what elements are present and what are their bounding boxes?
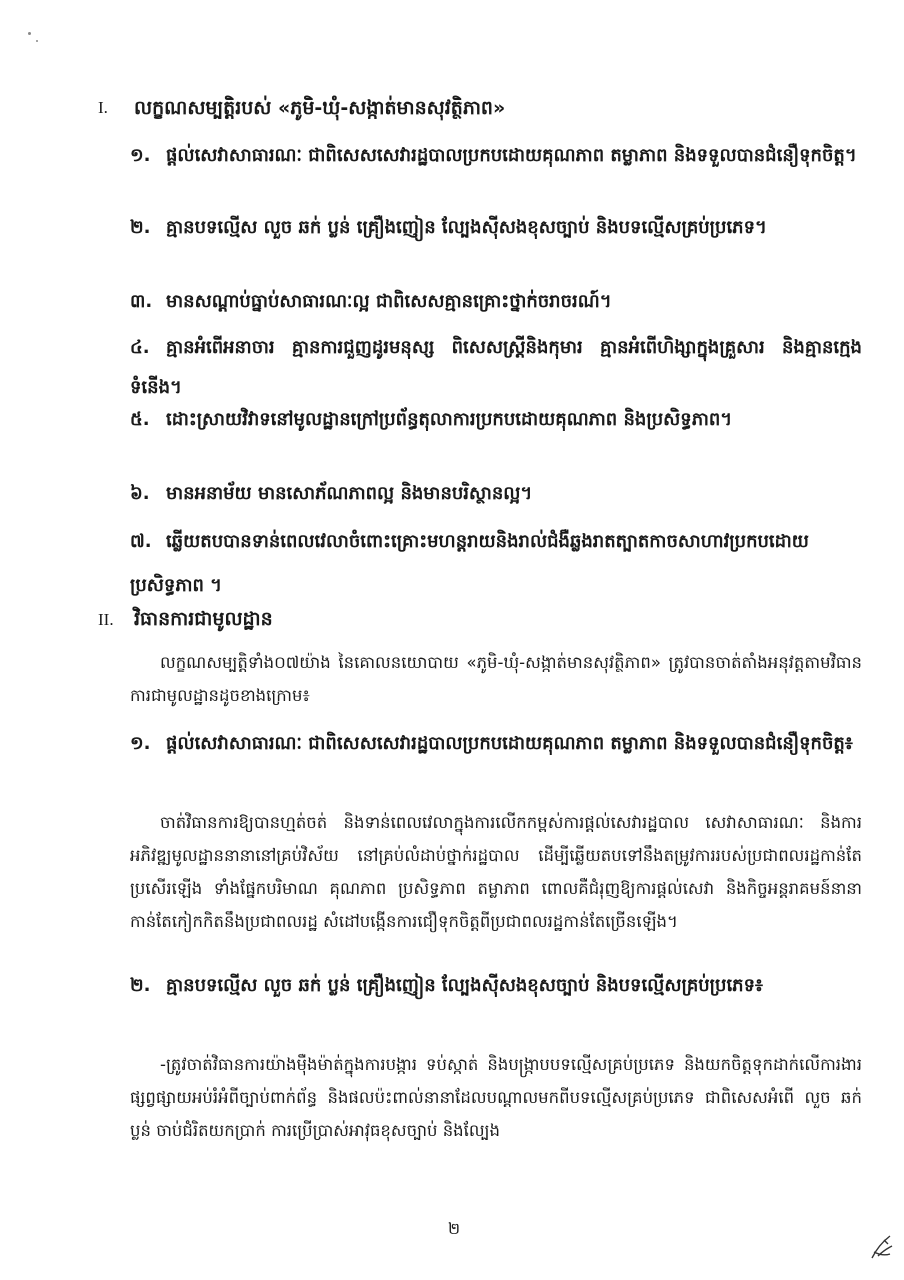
criterion-3 <box>130 282 862 322</box>
scan-speck <box>28 32 31 35</box>
criterion-text: មានសណ្តាប់ធ្នាប់សាធារណៈល្អ ជាពិសេសគ្មានគ្រោះថ្នាក់ចរាចរណ៍។ <box>166 291 612 312</box>
measure-title: ផ្តល់សេវាសាធារណៈ ជាពិសេសសេវារដ្ឋបាលប្រកបដោយគុណភាព តម្លាភាព និងទទួលបានជំនឿទុកចិត្ត៖ <box>166 733 853 754</box>
criterion-text: ដោះស្រាយវិវាទនៅមូលដ្ឋានក្រៅប្រព័ន្ធតុលាការប្រកបដោយគុណភាព និងប្រសិទ្ធភាព។ <box>166 409 733 430</box>
section-1-numeral: I. <box>98 98 108 117</box>
measure-2-heading <box>130 966 862 1006</box>
criterion-text: ផ្តល់សេវាសាធារណៈ ជាពិសេសសេវារដ្ឋបាលប្រកបដោយគុណភាព តម្លាភាព និងទទួលបានជំនឿទុកចិត្ត។ <box>166 145 857 166</box>
measure-2-body: -ត្រូវចាត់វិធានការយ៉ាងម៉ឺងម៉ាត់ក្នុងការបង្ការ ទប់ស្កាត់ និងបង្ក្រាបបទល្មើសគ្រប់ប្រភេទ និងយកចិត្តទុកដាក់លើការងារផ្សព្វផ្សាយអប់រំអំពីច្បាប់ពាក់ព័ន្ធ និងផលប៉ះពាល់នានាដែលបណ្តាលមកពីបទល្មើសគ្រប់ប្រភេទ ជាពិសេសអំពើ លួច ឆក់ ប្លន់ ចាប់ជំរិតយកប្រាក់ ការប្រើប្រាស់អាវុធខុសច្បាប់ និងល្បែង <box>130 1055 862 1140</box>
criterion-text: មានអនាម័យ មានសោភ័ណភាពល្អ និងមានបរិស្ថានល្អ។ <box>166 483 533 504</box>
criterion-number: ១. <box>130 145 151 166</box>
measure-number: ២. <box>130 975 151 996</box>
criterion-7 <box>130 520 862 608</box>
criterion-text: គ្មានអំពើអនាចារ គ្មានការជួញដូរមនុស្ស ពិសេសស្ត្រីនិងកុមារ គ្មានអំពើហិង្សាក្នុងគ្រួសារ និងគ្មានក្មេងទំនើង។ <box>130 337 862 398</box>
initials-mark-icon <box>868 1232 896 1262</box>
criterion-2 <box>130 208 862 248</box>
criterion-number: ៣. <box>130 291 153 312</box>
section-2-heading: វិធានការជាមូលដ្ឋាន <box>134 608 273 630</box>
criterion-number: ៤. <box>130 337 150 358</box>
criterion-text: ឆ្លើយតបបានទាន់ពេលវេលាចំពោះគ្រោះមហន្តរាយនិងរាល់ជំងឺឆ្លងរាតត្បាតកាចសាហាវប្រកបដោយប្រសិទ្ធភាព ។ <box>130 531 809 596</box>
page-number: ២ <box>448 1219 461 1238</box>
section-1-heading: លក្ខណសម្បត្តិរបស់ «ភូមិ-ឃុំ-សង្កាត់មានសុវត្ថិភាព» <box>134 97 506 119</box>
measure-1-body: ចាត់វិធានការឱ្យបានហ្មត់ចត់ និងទាន់ពេលវេលាក្នុងការលើកកម្ពស់ការផ្តល់សេវារដ្ឋបាល សេវាសាធារណៈ និងការអភិវឌ្ឍមូលដ្ឋាននានានៅគ្រប់វិស័យ នៅគ្រប់លំដាប់ថ្នាក់រដ្ឋបាល ដើម្បីឆ្លើយតបទៅនឹងតម្រូវការរបស់ប្រជាពលរដ្ឋកាន់តែប្រសើរឡើង ទាំងផ្នែកបរិមាណ គុណភាព ប្រសិទ្ធភាព តម្លាភាព ពោលគឺជំរុញឱ្យការផ្តល់សេវា និងកិច្ចអន្តរាគមន៍នានាកាន់តែកៀកកិតនឹងប្រជាពលរដ្ឋ សំដៅបង្កើនការជឿទុកចិត្តពីប្រជាពលរដ្ឋកាន់តែច្រើនឡើង។ <box>130 813 862 931</box>
criterion-5 <box>130 400 862 440</box>
criterion-number: ៥. <box>130 409 150 430</box>
criterion-number: ២. <box>130 217 151 238</box>
measure-1-heading <box>130 724 862 764</box>
section-2-numeral: II. <box>98 610 114 629</box>
criterion-number: ៦. <box>130 483 150 504</box>
criterion-4 <box>130 328 862 408</box>
scan-speck <box>36 40 38 42</box>
section-2-intro: លក្ខណសម្បត្តិទាំង០៧យ៉ាង នៃគោលនយោបាយ «ភូមិ-ឃុំ-សង្កាត់មានសុវត្ថិភាព» ត្រូវបានចាត់តាំងអនុវត្តតាមវិធានការជាមូលដ្ឋានដូចខាងក្រោម៖ <box>130 653 862 705</box>
measure-title: គ្មានបទល្មើស លួច ឆក់ ប្លន់ គ្រឿងញៀន ល្បែងស៊ីសងខុសច្បាប់ និងបទល្មើសគ្រប់ប្រភេទ៖ <box>166 975 763 996</box>
criterion-text: គ្មានបទល្មើស លួច ឆក់ ប្លន់ គ្រឿងញៀន ល្បែងស៊ីសងខុសច្បាប់ និងបទល្មើសគ្រប់ប្រភេទ។ <box>166 217 767 238</box>
criterion-6 <box>130 474 862 514</box>
criterion-1 <box>130 136 862 176</box>
criterion-number: ៧. <box>130 531 152 552</box>
measure-number: ១. <box>130 733 151 754</box>
